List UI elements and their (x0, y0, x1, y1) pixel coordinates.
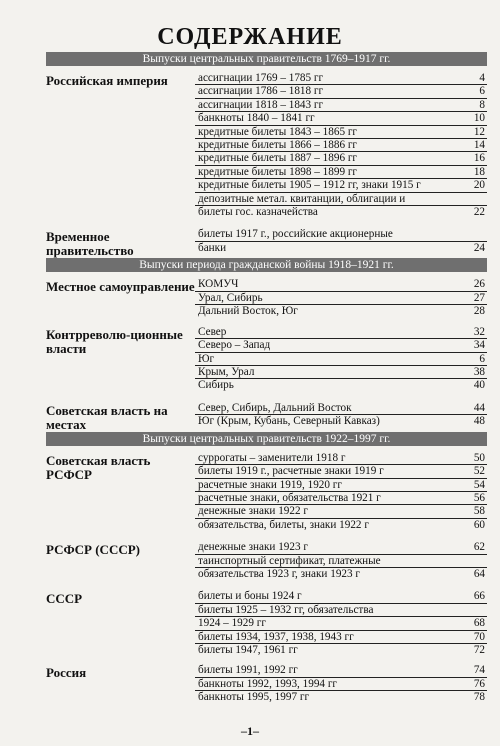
entry-page-number: 72 (473, 644, 485, 656)
entry-list (195, 541, 487, 580)
toc-entry[interactable] (195, 111, 487, 124)
entry-title: Юг (Крым, Кубань, Северный Кавказ) (198, 415, 380, 428)
entry-page-number: 70 (473, 630, 485, 643)
toc-entry[interactable] (195, 402, 487, 414)
entry-title: Северо – Запад (198, 339, 271, 352)
toc-entry[interactable] (195, 278, 487, 290)
toc-entry[interactable] (195, 352, 487, 365)
entry-title: кредитные билеты 1866 – 1886 гг (198, 139, 358, 152)
entry-page-number: 60 (473, 518, 485, 531)
region-label: Советская власть на местах (46, 402, 168, 432)
toc-entry[interactable] (195, 241, 487, 254)
entry-title: кредитные билеты 1898 – 1899 гг (198, 165, 358, 178)
entry-page-number: 78 (473, 691, 485, 704)
entry-title: банкноты 1995, 1997 гг (198, 691, 310, 704)
entry-page-number: 62 (473, 541, 485, 554)
toc-entry[interactable] (195, 491, 487, 504)
toc-entry[interactable] (195, 630, 487, 643)
toc-entry[interactable] (195, 677, 487, 690)
entry-list (195, 590, 487, 656)
entry-title: расчетные знаки, обязательства 1921 г (198, 491, 381, 504)
entry-list (195, 278, 487, 317)
section-band: Выпуски периода гражданской войны 1918–1921 гг. (46, 258, 487, 272)
entry-page-number: 26 (473, 278, 485, 291)
toc-entry[interactable] (195, 205, 487, 218)
entry-title: расчетные знаки 1919, 1920 гг (198, 478, 342, 491)
entry-page-number: 40 (473, 379, 485, 392)
entry-title: денежные знаки 1922 г (198, 505, 308, 518)
region-group (46, 72, 487, 218)
toc-entry[interactable] (195, 590, 487, 602)
toc-entry[interactable] (195, 554, 487, 567)
region-group (46, 278, 487, 317)
entry-page-number: 27 (473, 291, 485, 304)
entry-title: денежные знаки 1923 г (198, 541, 308, 554)
toc-entry[interactable] (195, 228, 487, 240)
toc-entry[interactable] (195, 178, 487, 191)
toc-entry[interactable] (195, 378, 487, 391)
entry-title: билеты гос. казначейства (198, 206, 318, 219)
region-group (46, 228, 487, 258)
section-band: Выпуски центральных правительств 1769–1917 гг. (46, 52, 487, 66)
entry-page-number: 54 (473, 478, 485, 491)
toc-entry[interactable] (195, 291, 487, 304)
toc-entry[interactable] (195, 541, 487, 553)
entry-title: Север (198, 325, 227, 338)
entry-page-number: 6 (479, 85, 485, 98)
entry-title: таинспортный сертификат, платежные (198, 554, 381, 567)
region-group (46, 664, 487, 703)
entry-title: обязательства, билеты, знаки 1922 г (198, 518, 369, 531)
toc-entry[interactable] (195, 304, 487, 317)
toc-entry[interactable] (195, 616, 487, 629)
entry-list (195, 72, 487, 218)
entry-page-number: 6 (479, 352, 485, 365)
entry-page-number: 32 (473, 325, 485, 338)
toc-entry[interactable] (195, 98, 487, 111)
entry-page-number: 76 (473, 677, 485, 690)
entry-title: депозитные метал. квитанции, облигации и (198, 192, 406, 205)
toc-entry[interactable] (195, 452, 487, 464)
entry-page-number: 10 (473, 112, 485, 125)
entry-page-number: 66 (473, 590, 485, 603)
toc-entry[interactable] (195, 326, 487, 338)
entry-page-number: 20 (473, 179, 485, 192)
region-group (46, 590, 487, 656)
entry-page-number: 68 (473, 617, 485, 630)
entry-list (195, 452, 487, 531)
toc-entry[interactable] (195, 192, 487, 205)
toc-entry[interactable] (195, 567, 487, 580)
region-group (46, 326, 487, 392)
entry-title: банкноты 1840 – 1841 гг (198, 112, 315, 125)
page-number: –1– (241, 724, 259, 738)
entry-page-number: 28 (473, 305, 485, 318)
toc-entry[interactable] (195, 365, 487, 378)
entry-page-number: 38 (473, 365, 485, 378)
entry-list (195, 402, 487, 428)
region-label: Контрреволю-ционные власти (46, 326, 183, 356)
entry-page-number: 18 (473, 165, 485, 178)
entry-title: банки (198, 241, 227, 254)
toc-entry[interactable] (195, 518, 487, 531)
toc-entry[interactable] (195, 504, 487, 517)
entry-page-number: 4 (479, 72, 485, 84)
toc-entry[interactable] (195, 151, 487, 164)
entry-title: суррогаты – заменители 1918 г (198, 451, 346, 464)
region-label: РСФСР (СССР) (46, 542, 140, 558)
entry-page-number: 16 (473, 152, 485, 165)
toc-entry[interactable] (195, 125, 487, 138)
entry-page-number: 8 (479, 98, 485, 111)
toc-entry[interactable] (195, 414, 487, 427)
entry-title: Крым, Урал (198, 365, 255, 378)
entry-title: Север, Сибирь, Дальний Восток (198, 401, 352, 414)
entry-page-number: 58 (473, 505, 485, 518)
table-of-contents (46, 52, 487, 704)
entry-title: Урал, Сибирь (198, 291, 263, 304)
region-group (46, 402, 487, 432)
toc-entry[interactable] (195, 338, 487, 351)
entry-title: билеты 1917 г., российские акционерные (198, 228, 393, 241)
entry-list (195, 228, 487, 254)
region-group (46, 541, 487, 580)
entry-page-number: 24 (473, 241, 485, 254)
entry-title: обязательства 1923 г, знаки 1923 г (198, 567, 360, 580)
entry-page-number: 56 (473, 491, 485, 504)
toc-entry[interactable] (195, 72, 487, 84)
toc-entry[interactable] (195, 643, 487, 656)
entry-title: билеты 1991, 1992 гг (198, 664, 298, 677)
region-label: Временное правительство (46, 229, 134, 259)
entry-title: билеты 1947, 1961 гг (198, 644, 298, 656)
entry-title: банкноты 1992, 1993, 1994 гг (198, 677, 338, 690)
entry-page-number: 48 (473, 415, 485, 428)
entry-page-number: 50 (473, 451, 485, 464)
entry-page-number: 34 (473, 339, 485, 352)
toc-entry[interactable] (195, 84, 487, 97)
entry-page-number: 14 (473, 139, 485, 152)
entry-title: КОМУЧ (198, 278, 239, 291)
entry-title: билеты 1919 г., расчетные знаки 1919 г (198, 465, 384, 478)
toc-entry[interactable] (195, 165, 487, 178)
toc-entry[interactable] (195, 138, 487, 151)
toc-entry[interactable] (195, 603, 487, 616)
toc-entry[interactable] (195, 478, 487, 491)
entry-title: кредитные билеты 1843 – 1865 гг (198, 125, 358, 138)
entry-page-number: 12 (473, 125, 485, 138)
entry-page-number: 44 (473, 401, 485, 414)
entry-title: Дальний Восток, Юг (198, 305, 298, 318)
entry-title: 1924 – 1929 гг (198, 617, 266, 630)
region-label: СССР (46, 591, 83, 607)
toc-entry[interactable] (195, 690, 487, 703)
entry-title: Сибирь (198, 379, 234, 392)
region-label: Местное самоуправление (46, 279, 195, 295)
entry-title: ассигнации 1786 – 1818 гг (198, 85, 324, 98)
entry-title: Юг (198, 352, 215, 365)
region-label: Россия (46, 665, 87, 681)
entry-page-number: 52 (473, 465, 485, 478)
region-label: Советская власть РСФСР (46, 452, 151, 482)
entry-title: ассигнации 1769 – 1785 гг (198, 72, 324, 84)
entry-page-number: 22 (473, 206, 485, 219)
section-band: Выпуски центральных правительств 1922–1997 гг. (46, 432, 487, 446)
entry-title: билеты и боны 1924 г (198, 590, 302, 603)
toc-entry[interactable] (195, 664, 487, 676)
region-group (46, 452, 487, 531)
entry-title: кредитные билеты 1887 – 1896 гг (198, 152, 358, 165)
toc-entry[interactable] (195, 464, 487, 477)
entry-list (195, 326, 487, 392)
entry-page-number: 64 (473, 567, 485, 580)
entry-list (195, 664, 487, 703)
entry-page-number: 74 (473, 664, 485, 677)
region-label: Российская империя (46, 73, 168, 88)
entry-title: кредитные билеты 1905 – 1912 гг, знаки 1915 г (198, 179, 421, 192)
entry-title: ассигнации 1818 – 1843 гг (198, 98, 324, 111)
entry-title: билеты 1934, 1937, 1938, 1943 гг (198, 630, 354, 643)
entry-title: билеты 1925 – 1932 гг, обязательства (198, 603, 374, 616)
page-title: СОДЕРЖАНИЕ (157, 24, 343, 50)
